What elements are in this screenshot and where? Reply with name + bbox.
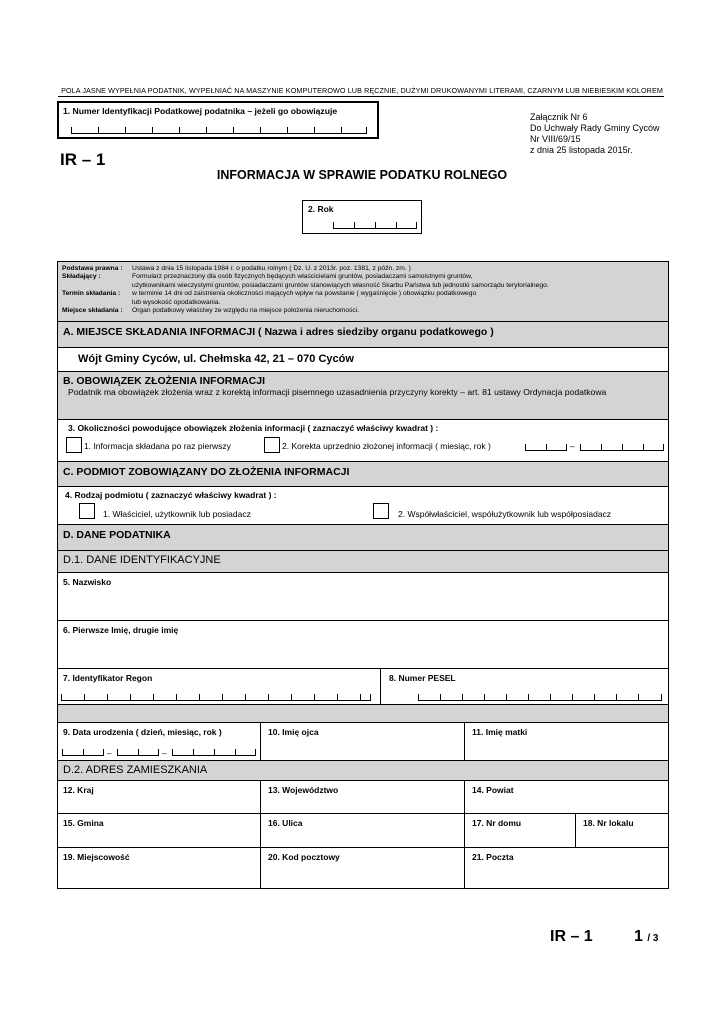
subject-type-block bbox=[58, 487, 668, 525]
column-divider bbox=[260, 814, 261, 847]
header-divider bbox=[58, 96, 664, 97]
form-body bbox=[57, 261, 669, 889]
year-field[interactable] bbox=[302, 200, 422, 234]
tax-office-address: Wójt Gminy Cyców, ul. Chełmska 42, 21 – 070 Cyców bbox=[58, 348, 668, 372]
co-owner-checkbox[interactable] bbox=[373, 503, 389, 519]
deadline-text: w terminie 14 dni od zaistnienia okoliczności mających wpływ na powstanie ( wygaśnięcie ) obowiązku podatkowego bbox=[132, 290, 477, 298]
birth-year-ticks[interactable] bbox=[172, 749, 256, 756]
father-name-label: 10. Imię ojca bbox=[268, 727, 319, 737]
column-divider bbox=[464, 723, 465, 760]
address-row-2 bbox=[58, 814, 668, 848]
section-d-title: D. DANE PODATNIKA bbox=[58, 525, 668, 551]
date-dash: – bbox=[162, 748, 167, 758]
year-label: 2. Rok bbox=[308, 204, 334, 214]
nip-label: 1. Numer Identyfikacji Podatkowej podatnika – jeżeli go obowiązuje bbox=[63, 106, 338, 116]
regon-pesel-row bbox=[58, 669, 668, 705]
section-a-title: A. MIEJSCE SKŁADANIA INFORMACJI ( Nazwa i adres siedziby organu podatkowego ) bbox=[58, 322, 668, 348]
flat-number-label: 18. Nr lokalu bbox=[583, 818, 634, 828]
section-b-title: B. OBOWIĄZEK ZŁOŻENIA INFORMACJI bbox=[63, 375, 266, 387]
header-instructions: POLA JASNE WYPEŁNIA PODATNIK, WYPEŁNIAĆ NA MASZYNIE KOMPUTEROWO LUB RĘCZNIE, DUŻYMI DRUKOWANYMI LITERAMI, CZARNYM LUB NIEBIESKIM KOLOREM bbox=[61, 86, 663, 95]
regon-digit-ticks[interactable] bbox=[61, 694, 371, 701]
year-digit-ticks bbox=[333, 222, 417, 229]
column-divider bbox=[260, 723, 261, 760]
filer-text: Formularz przeznaczony dla osób fizycznych będących właścicielami gruntów, posiadaczami samoistnymi gruntów, bbox=[132, 273, 473, 281]
legal-label: Podstawa prawna : bbox=[62, 265, 123, 272]
page-number bbox=[634, 928, 658, 946]
section-c-title: C. PODMIOT ZOBOWIĄZANY DO ZŁOŻENIA INFORMACJI bbox=[58, 462, 668, 487]
address-row-3 bbox=[58, 848, 668, 888]
filer-label: Składający : bbox=[62, 273, 101, 281]
section-b-text: Podatnik ma obowiązek złożenia wraz z korektą informacji pisemnego uzasadnienia przyczyny korekty – art. 81 ustawy Ordynacja podatkowa bbox=[68, 387, 607, 397]
birth-date-label: 9. Data urodzenia ( dzień, miesiąc, rok ) bbox=[63, 727, 222, 737]
column-divider bbox=[464, 814, 465, 847]
q3-label: 3. Okoliczności powodujące obowiązek złożenia informacji ( zaznaczyć właściwy kwadrat ) : bbox=[68, 423, 439, 433]
town-label: 19. Miejscowość bbox=[63, 852, 130, 862]
annex-line: Do Uchwały Rady Gminy Cyców bbox=[530, 123, 660, 133]
legal-text: Ustawa z dnia 15 listopada 1984 r. o podatku rolnym ( Dz. U. z 2013r. poz. 1381, z późn. zm. ) bbox=[132, 265, 411, 272]
correction-year-ticks[interactable] bbox=[580, 444, 664, 451]
column-divider bbox=[464, 781, 465, 813]
place-label: Miejsce składania : bbox=[62, 307, 123, 315]
spacer-row bbox=[58, 705, 668, 723]
owner-checkbox[interactable] bbox=[79, 503, 95, 519]
first-filing-label: 1. Informacja składana po raz pierwszy bbox=[84, 441, 231, 451]
post-office-label: 21. Poczta bbox=[472, 852, 514, 862]
section-b-header bbox=[58, 372, 668, 420]
regon-label: 7. Identyfikator Regon bbox=[63, 673, 153, 683]
date-dash: – bbox=[570, 441, 575, 451]
nip-field[interactable] bbox=[57, 101, 379, 139]
column-divider bbox=[380, 669, 381, 704]
first-names-field[interactable] bbox=[58, 621, 668, 669]
house-number-label: 17. Nr domu bbox=[472, 818, 522, 828]
place-text: Organ podatkowy właściwy ze względu na miejsce położenia nieruchomości. bbox=[132, 307, 360, 315]
form-code: IR – 1 bbox=[60, 150, 106, 169]
owner-label: 1. Właściciel, użytkownik lub posiadacz bbox=[103, 509, 251, 519]
commune-label: 15. Gmina bbox=[63, 818, 104, 828]
legal-basis bbox=[58, 262, 668, 322]
surname-label: 5. Nazwisko bbox=[63, 577, 112, 587]
address-row-1 bbox=[58, 781, 668, 814]
column-divider bbox=[260, 781, 261, 813]
country-label: 12. Kraj bbox=[63, 785, 94, 795]
current-page: 1 bbox=[634, 928, 643, 945]
deadline-text: lub wysokość opodatkowania. bbox=[132, 298, 221, 306]
section-d1-title: D.1. DANE IDENTYFIKACYJNE bbox=[58, 551, 668, 573]
section-d2-title: D.2. ADRES ZAMIESZKANIA bbox=[58, 761, 668, 781]
nip-digit-ticks bbox=[71, 127, 367, 134]
first-filing-checkbox[interactable] bbox=[66, 437, 82, 453]
total-pages: / 3 bbox=[647, 933, 659, 944]
circumstances-block bbox=[58, 420, 668, 462]
filer-text: użytkownikami wieczystymi gruntów, posiadaczami gruntów stanowiących własność Skarbu Państwa lub jednostki samorządu terytorialnego. bbox=[132, 281, 549, 289]
annex-line: Nr VIII/69/15 bbox=[530, 134, 581, 144]
district-label: 14. Powiat bbox=[472, 785, 514, 795]
birth-month-ticks[interactable] bbox=[117, 749, 159, 756]
birth-parents-row bbox=[58, 723, 668, 761]
co-owner-label: 2. Współwłaściciel, współużytkownik lub współposiadacz bbox=[398, 509, 612, 519]
mother-name-label: 11. Imię matki bbox=[472, 727, 528, 737]
annex-line: Załącznik Nr 6 bbox=[530, 112, 588, 122]
street-label: 16. Ulica bbox=[268, 818, 303, 828]
q4-label: 4. Rodzaj podmiotu ( zaznaczyć właściwy kwadrat ) : bbox=[65, 490, 277, 500]
annex-info bbox=[530, 112, 660, 156]
birth-day-ticks[interactable] bbox=[62, 749, 104, 756]
form-title: INFORMACJA W SPRAWIE PODATKU ROLNEGO bbox=[216, 168, 508, 182]
postal-code-label: 20. Kod pocztowy bbox=[268, 852, 340, 862]
correction-label: 2. Korekta uprzednio złożonej informacji ( miesiąc, rok ) bbox=[282, 441, 491, 451]
deadline-label: Termin składania : bbox=[62, 290, 121, 298]
column-divider bbox=[260, 848, 261, 888]
column-divider bbox=[575, 814, 576, 847]
pesel-digit-ticks[interactable] bbox=[418, 694, 662, 701]
pesel-label: 8. Numer PESEL bbox=[389, 673, 456, 683]
correction-checkbox[interactable] bbox=[264, 437, 280, 453]
first-names-label: 6. Pierwsze Imię, drugie imię bbox=[63, 625, 179, 635]
annex-line: z dnia 25 listopada 2015r. bbox=[530, 145, 633, 155]
correction-month-ticks[interactable] bbox=[525, 444, 567, 451]
column-divider bbox=[464, 848, 465, 888]
footer-form-code: IR – 1 bbox=[550, 928, 593, 945]
surname-field[interactable] bbox=[58, 573, 668, 621]
voivodeship-label: 13. Województwo bbox=[268, 785, 339, 795]
date-dash: – bbox=[107, 748, 112, 758]
